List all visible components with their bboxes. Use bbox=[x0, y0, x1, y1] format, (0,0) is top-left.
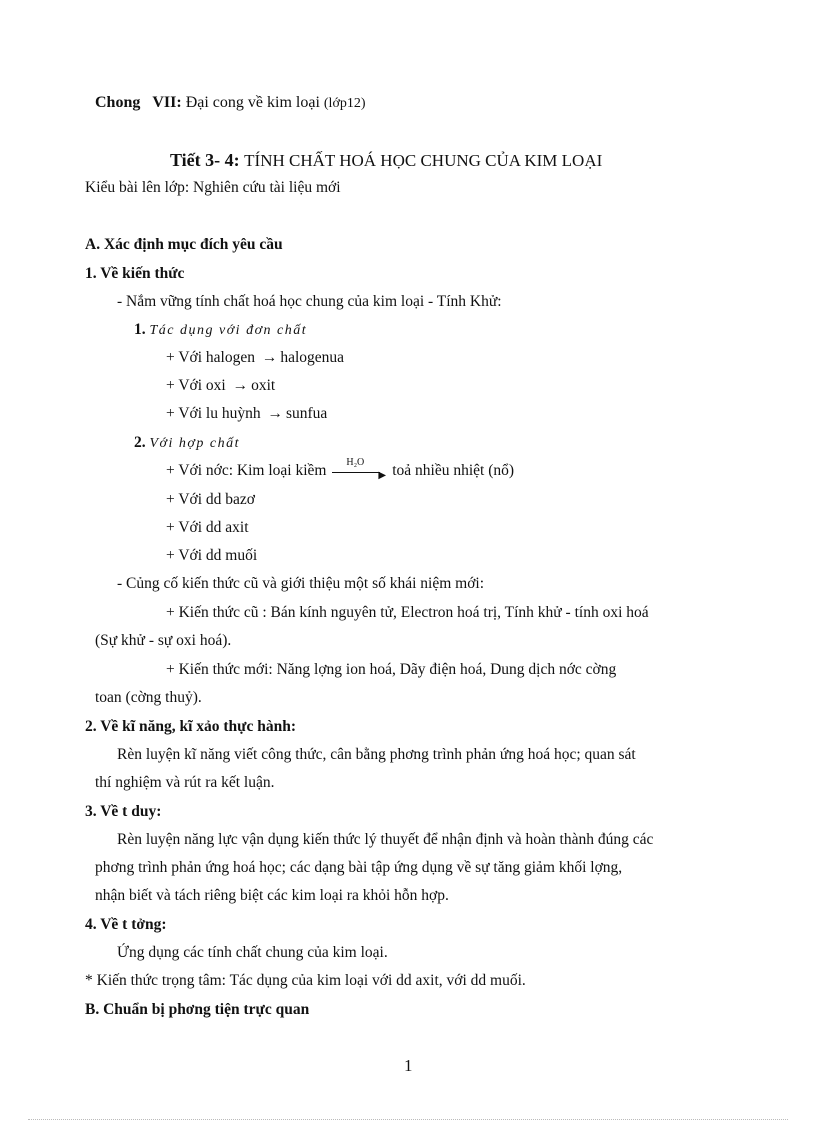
lesson-title: TÍNH CHẤT HOÁ HỌC CHUNG CỦA KIM LOẠI bbox=[244, 151, 603, 170]
subheading-2-number: 2. bbox=[134, 434, 146, 451]
page-number: 1 bbox=[404, 1056, 413, 1075]
item-base: + Với dd bazơ bbox=[166, 491, 255, 508]
arrow-right-icon: → bbox=[267, 405, 283, 422]
skills-line-2: thí nghiệm và rút ra kết luận. bbox=[95, 774, 275, 791]
knowledge-heading: 1. Về kiến thức bbox=[85, 265, 185, 282]
item-sulfur bbox=[166, 404, 327, 424]
section-b-heading: B. Chuẩn bị phơng tiện trực quan bbox=[85, 1001, 310, 1018]
subheading-2 bbox=[134, 433, 240, 454]
item-oxygen-product: oxit bbox=[251, 377, 276, 394]
reagent-label: H₂O bbox=[346, 457, 365, 469]
arrow-right-icon: → bbox=[232, 377, 249, 394]
arrow-right-icon: → bbox=[261, 349, 278, 366]
focus-note: * Kiến thức trọng tâm: Tác dụng của kim loại với dd axit, với dd muối. bbox=[85, 972, 526, 989]
general-line-1: Ứng dụng các tính chất chung của kim loại. bbox=[117, 944, 388, 961]
item-halogen bbox=[166, 348, 344, 368]
item-water bbox=[166, 457, 515, 482]
skills-heading: 2. Về kĩ năng, kĩ xảo thực hành: bbox=[85, 718, 296, 735]
reaction-arrow bbox=[332, 457, 387, 482]
lesson-heading bbox=[170, 150, 602, 171]
item-water-text: + Với nớc: Kim loại kiềm bbox=[166, 462, 327, 479]
general-heading: 4. Về t tởng: bbox=[85, 916, 167, 933]
chapter-grade: (lớp12) bbox=[323, 96, 366, 111]
item-oxygen-text: + Với oxi bbox=[166, 377, 226, 394]
new-knowledge-line-1: + Kiến thức mới: Năng lợng ion hoá, Dãy điện hoá, Dung dịch nớc cờng bbox=[166, 661, 617, 678]
item-acid: + Với dd axit bbox=[166, 519, 249, 536]
thinking-line-2: phơng trình phản ứng hoá học; các dạng bài tập ứng dụng về sự tăng giảm khối lợng, bbox=[95, 859, 623, 876]
consolidate-intro: - Củng cố kiến thức cũ và giới thiệu một số khái niệm mới: bbox=[117, 575, 485, 592]
knowledge-intro: - Nắm vững tính chất hoá học chung của kim loại - Tính Khử: bbox=[117, 293, 502, 310]
chapter-heading bbox=[95, 93, 366, 114]
item-salt: + Với dd muối bbox=[166, 547, 258, 564]
lesson-label: Tiết 3- 4: bbox=[170, 150, 240, 170]
new-knowledge-line-2: toan (cờng thuỷ). bbox=[95, 689, 202, 706]
section-a-heading: A. Xác định mục đích yêu cầu bbox=[85, 236, 283, 253]
subheading-1 bbox=[134, 320, 307, 341]
item-water-result: toả nhiều nhiệt (nổ) bbox=[392, 462, 515, 479]
item-oxygen bbox=[166, 376, 275, 396]
old-knowledge-line-2: (Sự khử - sự oxi hoá). bbox=[95, 632, 232, 649]
thinking-line-1: Rèn luyện năng lực vận dụng kiến thức lý thuyết để nhận định và hoàn thành đúng các bbox=[117, 831, 654, 848]
item-halogen-text: + Với halogen bbox=[166, 349, 255, 366]
chapter-number: VII: bbox=[152, 94, 182, 111]
lesson-type: Kiểu bài lên lớp: Nghiên cứu tài liệu mới bbox=[85, 179, 341, 196]
reaction-arrow-line bbox=[332, 472, 380, 473]
item-sulfur-product: sunfua bbox=[285, 405, 328, 422]
chapter-title: Đại cong về kim loại bbox=[185, 94, 320, 111]
subheading-1-number: 1. bbox=[134, 321, 146, 338]
subheading-1-label: Tác dụng với đơn chất bbox=[149, 323, 308, 338]
page-bottom-divider bbox=[28, 1119, 788, 1120]
subheading-2-label: Với hợp chất bbox=[149, 436, 240, 451]
item-halogen-product: halogenua bbox=[280, 349, 345, 366]
chapter-prefix: Chong bbox=[95, 94, 141, 111]
skills-line-1: Rèn luyện kĩ năng viết công thức, cân bằng phơng trình phản ứng hoá học; quan sát bbox=[117, 746, 636, 763]
old-knowledge-line-1: + Kiến thức cũ : Bán kính nguyên tử, Electron hoá trị, Tính khử - tính oxi hoá bbox=[166, 604, 649, 621]
thinking-line-3: nhận biết và tách riêng biệt các kim loại ra khỏi hỗn hợp. bbox=[95, 887, 449, 904]
arrow-head-icon: ▶ bbox=[378, 470, 387, 482]
thinking-heading: 3. Về t duy: bbox=[85, 803, 162, 820]
item-sulfur-text: + Với lu huỳnh bbox=[166, 405, 261, 422]
